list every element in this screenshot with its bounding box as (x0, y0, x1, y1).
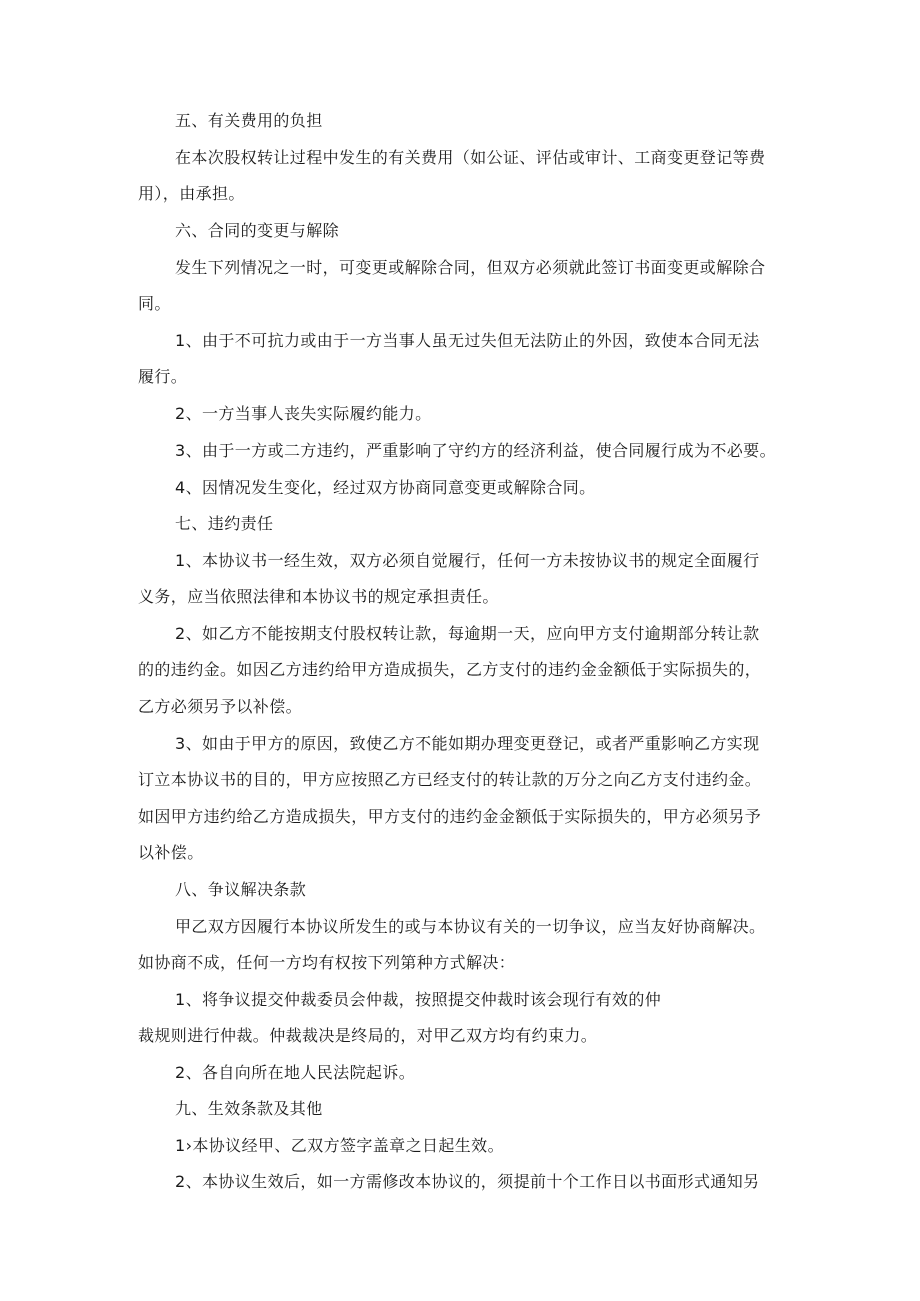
paragraph-line: 2、各自向所在地人民法院起诉。 (175, 1063, 416, 1082)
paragraph-line: 1›本协议经甲、乙双方签字盖章之日起生效。 (175, 1136, 504, 1155)
paragraph-line: 订立本协议书的目的，甲方应按照乙方已经支付的转让款的万分之向乙方支付违约金。 (138, 770, 762, 789)
section-heading-contract-change: 六、合同的变更与解除 (175, 221, 340, 240)
paragraph-line: 甲乙双方因履行本协议所发生的或与本协议有关的一切争议，应当友好协商解决。 (175, 917, 766, 936)
paragraph-line: 如协商不成，任何一方均有权按下列第种方式解决： (138, 953, 516, 972)
paragraph-line: 义务，应当依照法律和本协议书的规定承担责任。 (138, 587, 499, 606)
paragraph-line: 用），由承担。 (138, 184, 245, 203)
paragraph-line: 同。 (138, 294, 171, 313)
section-heading-breach-liability: 七、违约责任 (175, 514, 274, 533)
paragraph-line: 1、本协议书一经生效，双方必须自觉履行，任何一方未按协议书的规定全面履行 (175, 551, 760, 570)
paragraph-line: 裁规则进行仲裁。仲裁裁决是终局的，对甲乙双方均有约束力。 (138, 1026, 598, 1045)
paragraph-line: 1、将争议提交仲裁委员会仲裁，按照提交仲裁时该会现行有效的仲 (175, 990, 662, 1009)
paragraph-line: 4、因情况发生变化，经过双方协商同意变更或解除合同。 (175, 478, 596, 497)
paragraph-line: 3、由于一方或二方违约，严重影响了守约方的经济利益，使合同履行成为不必要。 (175, 441, 776, 460)
paragraph-line: 以补偿。 (138, 843, 204, 862)
paragraph-line: 2、如乙方不能按期支付股权转让款，每逾期一天，应向甲方支付逾期部分转让款 (175, 624, 760, 643)
section-heading-effectiveness: 九、生效条款及其他 (175, 1099, 323, 1118)
paragraph-line: 发生下列情况之一时，可变更或解除合同，但双方必须就此签订书面变更或解除合 (175, 258, 766, 277)
paragraph-line: 1、由于不可抗力或由于一方当事人虽无过失但无法防止的外因，致使本合同无法 (175, 331, 760, 350)
section-heading-fees: 五、有关费用的负担 (175, 111, 323, 130)
section-heading-dispute-resolution: 八、争议解决条款 (175, 880, 307, 899)
paragraph-line: 乙方必须另予以补偿。 (138, 697, 303, 716)
paragraph-line: 如因甲方违约给乙方造成损失，甲方支付的违约金金额低于实际损失的，甲方必须另予 (138, 807, 762, 826)
paragraph-line: 3、如由于甲方的原因，致使乙方不能如期办理变更登记，或者严重影响乙方实现 (175, 734, 760, 753)
paragraph-line: 在本次股权转让过程中发生的有关费用（如公证、评估或审计、工商变更登记等费 (175, 148, 766, 167)
paragraph-line: 2、一方当事人丧失实际履约能力。 (175, 404, 432, 423)
paragraph-line: 2、本协议生效后，如一方需修改本协议的，须提前十个工作日以书面形式通知另 (175, 1172, 760, 1191)
paragraph-line: 的的违约金。如因乙方违约给甲方造成损失，乙方支付的违约金金额低于实际损失的， (138, 660, 762, 679)
paragraph-line: 履行。 (138, 367, 188, 386)
